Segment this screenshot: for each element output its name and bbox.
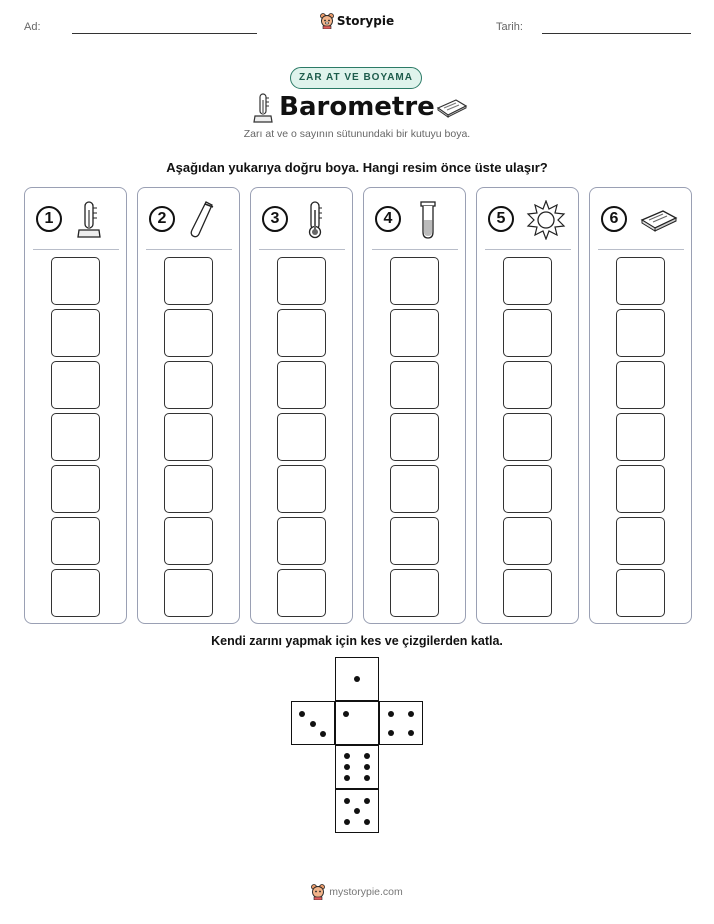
instruction: Aşağıdan yukarıya doğru boya. Hangi resim önce üste ulaşır? bbox=[166, 160, 548, 175]
color-box[interactable] bbox=[164, 517, 213, 565]
color-box[interactable] bbox=[277, 517, 326, 565]
mascot-icon bbox=[311, 884, 325, 900]
die-face-3 bbox=[291, 701, 335, 745]
pip bbox=[364, 798, 370, 804]
color-box[interactable] bbox=[616, 413, 665, 461]
color-box[interactable] bbox=[390, 309, 439, 357]
column-divider bbox=[146, 249, 232, 250]
column-divider bbox=[259, 249, 345, 250]
activity-badge: ZAR AT VE BOYAMA bbox=[290, 67, 422, 89]
color-box[interactable] bbox=[51, 465, 100, 513]
column-divider bbox=[372, 249, 458, 250]
pip bbox=[344, 819, 350, 825]
die-face-4 bbox=[379, 701, 423, 745]
color-box[interactable] bbox=[503, 517, 552, 565]
title-row bbox=[0, 92, 714, 126]
color-box[interactable] bbox=[503, 465, 552, 513]
column-divider bbox=[33, 249, 119, 250]
color-box[interactable] bbox=[51, 257, 100, 305]
die-face-6 bbox=[335, 745, 379, 789]
pip bbox=[344, 753, 350, 759]
column-5 bbox=[476, 187, 579, 624]
color-box[interactable] bbox=[51, 517, 100, 565]
color-box[interactable] bbox=[503, 569, 552, 617]
color-box[interactable] bbox=[503, 361, 552, 409]
pip bbox=[388, 711, 394, 717]
column-number: 1 bbox=[36, 206, 62, 232]
color-box[interactable] bbox=[616, 257, 665, 305]
thermometer-icon bbox=[300, 200, 330, 240]
pip bbox=[344, 798, 350, 804]
color-box[interactable] bbox=[503, 257, 552, 305]
sun-icon bbox=[526, 200, 566, 240]
pip bbox=[364, 819, 370, 825]
color-box[interactable] bbox=[616, 465, 665, 513]
column-1 bbox=[24, 187, 127, 624]
pip bbox=[364, 775, 370, 781]
color-box[interactable] bbox=[277, 361, 326, 409]
color-box[interactable] bbox=[277, 465, 326, 513]
pip bbox=[364, 753, 370, 759]
column-number: 3 bbox=[262, 206, 288, 232]
color-box[interactable] bbox=[503, 413, 552, 461]
column-number: 4 bbox=[375, 206, 401, 232]
color-box[interactable] bbox=[164, 257, 213, 305]
color-box[interactable] bbox=[277, 569, 326, 617]
column-number: 5 bbox=[488, 206, 514, 232]
pip bbox=[408, 730, 414, 736]
footer-url[interactable]: mystorypie.com bbox=[329, 886, 403, 898]
pip bbox=[388, 730, 394, 736]
color-box[interactable] bbox=[390, 413, 439, 461]
color-box[interactable] bbox=[503, 309, 552, 357]
pip bbox=[343, 711, 349, 717]
color-box[interactable] bbox=[164, 309, 213, 357]
footer bbox=[0, 884, 714, 905]
column-6 bbox=[589, 187, 692, 624]
pip bbox=[364, 764, 370, 770]
barometer-icon bbox=[74, 200, 104, 240]
color-box[interactable] bbox=[277, 309, 326, 357]
color-box[interactable] bbox=[277, 413, 326, 461]
pip bbox=[344, 764, 350, 770]
date-label: Tarih: bbox=[496, 21, 523, 33]
die-face-5 bbox=[335, 789, 379, 833]
pip bbox=[310, 721, 316, 727]
name-label: Ad: bbox=[24, 21, 41, 33]
color-box[interactable] bbox=[616, 309, 665, 357]
pip bbox=[354, 676, 360, 682]
mascot-icon bbox=[320, 13, 334, 29]
column-divider bbox=[598, 249, 684, 250]
column-3 bbox=[250, 187, 353, 624]
pip bbox=[299, 711, 305, 717]
column-2 bbox=[137, 187, 240, 624]
column-4 bbox=[363, 187, 466, 624]
weather-device-icon bbox=[436, 98, 468, 118]
column-divider bbox=[485, 249, 571, 250]
weather-device-icon bbox=[639, 200, 679, 240]
color-box[interactable] bbox=[164, 465, 213, 513]
column-number: 6 bbox=[601, 206, 627, 232]
brand-logo bbox=[0, 13, 714, 34]
color-box[interactable] bbox=[51, 413, 100, 461]
color-box[interactable] bbox=[277, 257, 326, 305]
color-box[interactable] bbox=[616, 569, 665, 617]
glass-tube-icon bbox=[187, 200, 217, 240]
die-face-1 bbox=[335, 657, 379, 701]
subtitle: Zarı at ve o sayının sütunundaki bir kutuyu boya. bbox=[243, 128, 471, 140]
color-box[interactable] bbox=[51, 361, 100, 409]
pip bbox=[320, 731, 326, 737]
color-box[interactable] bbox=[390, 517, 439, 565]
color-box[interactable] bbox=[390, 257, 439, 305]
page-title: Barometre bbox=[279, 92, 435, 122]
test-tube-icon bbox=[413, 200, 443, 240]
column-number: 2 bbox=[149, 206, 175, 232]
color-box[interactable] bbox=[164, 413, 213, 461]
color-box[interactable] bbox=[51, 569, 100, 617]
color-box[interactable] bbox=[616, 361, 665, 409]
pip bbox=[408, 711, 414, 717]
color-box[interactable] bbox=[390, 569, 439, 617]
pip bbox=[354, 808, 360, 814]
color-box[interactable] bbox=[164, 361, 213, 409]
pip bbox=[344, 775, 350, 781]
color-box[interactable] bbox=[390, 465, 439, 513]
cut-instruction: Kendi zarını yapmak için kes ve çizgilerden katla. bbox=[211, 634, 503, 648]
color-box[interactable] bbox=[164, 569, 213, 617]
brand-name: Storypie bbox=[336, 14, 395, 28]
color-box[interactable] bbox=[390, 361, 439, 409]
color-box[interactable] bbox=[51, 309, 100, 357]
die-face-1 bbox=[335, 701, 379, 745]
color-box[interactable] bbox=[616, 517, 665, 565]
